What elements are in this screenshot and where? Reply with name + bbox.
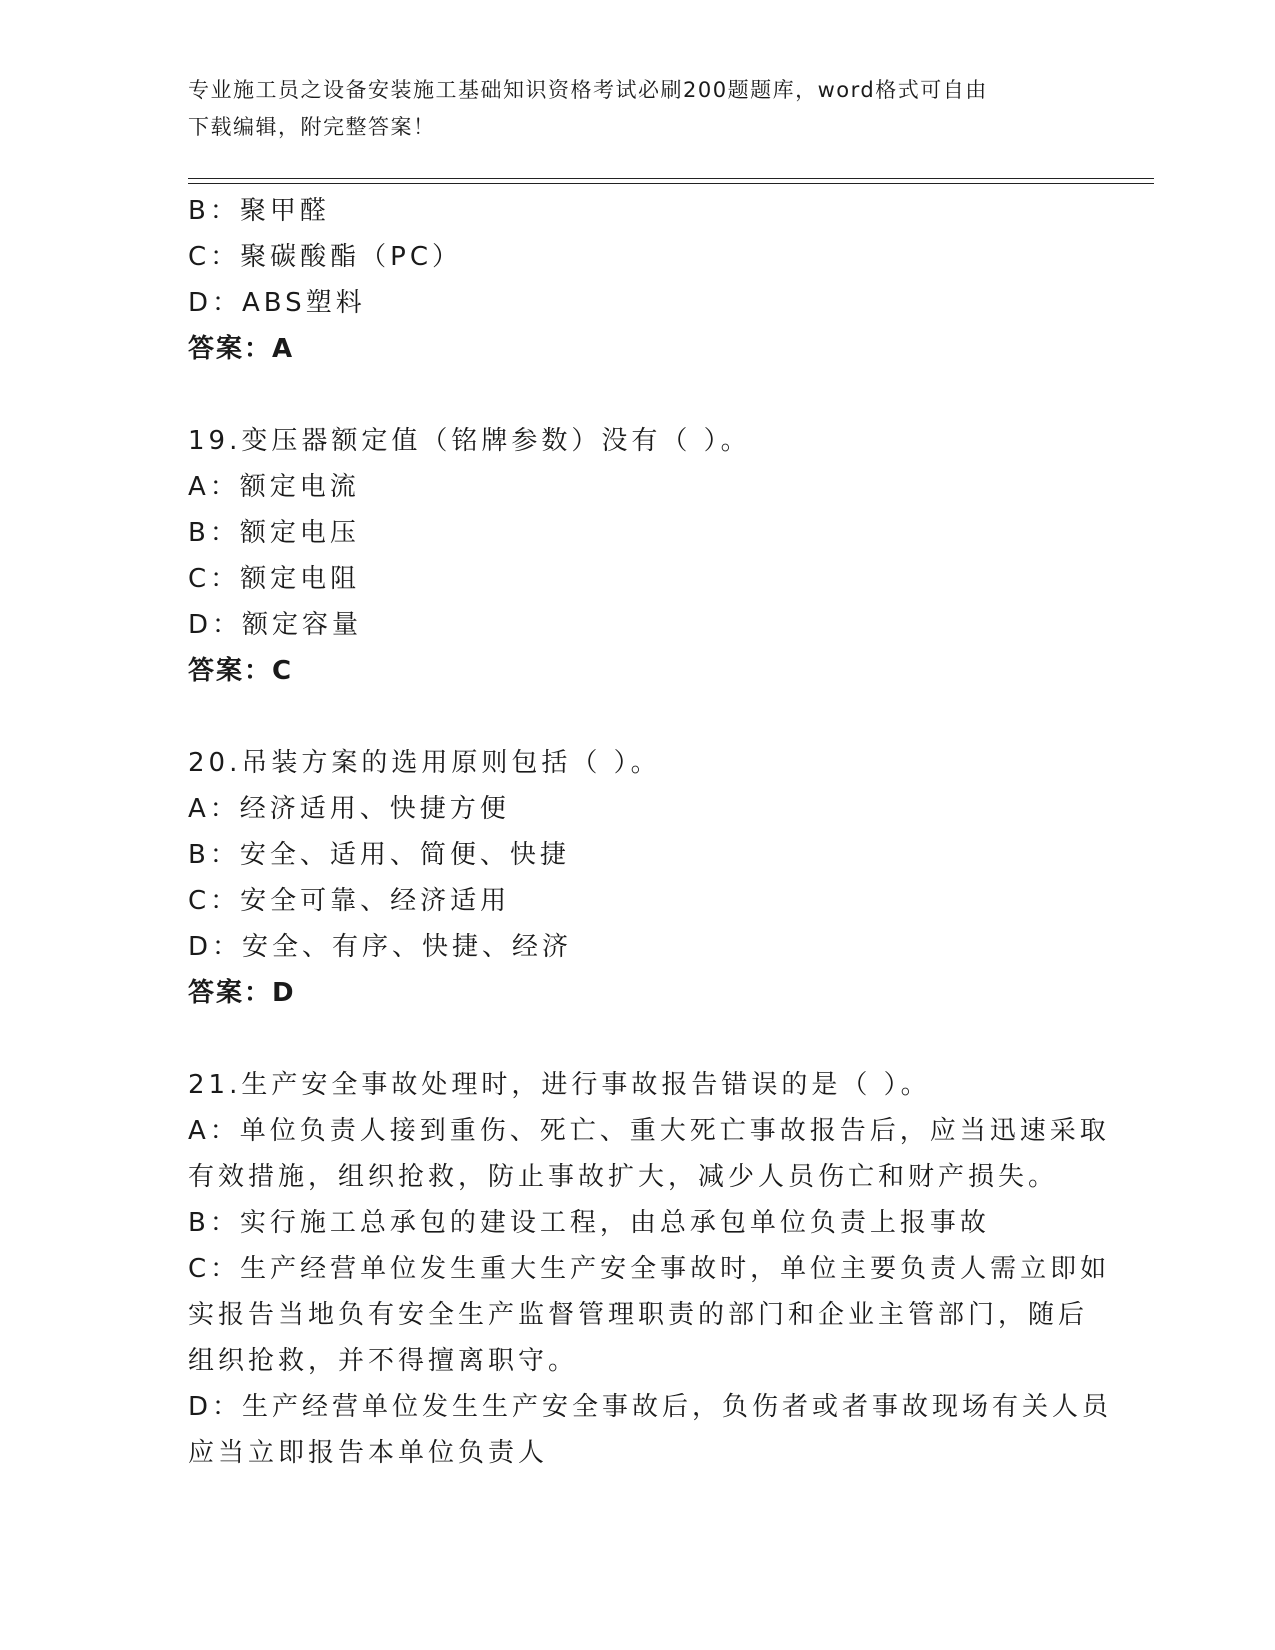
answer: 答案：C bbox=[188, 656, 294, 686]
option-d-line-1: D：生产经营单位发生生产安全事故后，负伤者或者事故现场有关人员 bbox=[188, 1392, 1113, 1422]
header-line-2: 下载编辑，附完整答案！ bbox=[188, 115, 436, 139]
option-c: C：安全可靠、经济适用 bbox=[188, 886, 511, 916]
answer: 答案：D bbox=[188, 978, 296, 1008]
option-a-line-2: 有效措施，组织抢救，防止事故扩大，减少人员伤亡和财产损失。 bbox=[188, 1162, 1059, 1192]
option-d: D：ABS塑料 bbox=[188, 288, 366, 318]
option-d-line-2: 应当立即报告本单位负责人 bbox=[188, 1438, 549, 1468]
option-d: D：安全、有序、快捷、经济 bbox=[188, 932, 573, 962]
question-list bbox=[188, 188, 1113, 1476]
option-b: B：额定电压 bbox=[188, 518, 360, 548]
question-spacer bbox=[188, 694, 1088, 740]
option-b: B：实行施工总承包的建设工程，由总承包单位负责上报事故 bbox=[188, 1208, 990, 1238]
option-a: A：额定电流 bbox=[188, 472, 360, 502]
answer: 答案：A bbox=[188, 334, 295, 364]
option-c: C：额定电阻 bbox=[188, 564, 361, 594]
option-c-line-1: C：生产经营单位发生重大生产安全事故时，单位主要负责人需立即如 bbox=[188, 1254, 1111, 1284]
header-divider-top bbox=[188, 178, 1154, 179]
option-a-line-1: A：单位负责人接到重伤、死亡、重大死亡事故报告后，应当迅速采取 bbox=[188, 1116, 1110, 1146]
question-18-continued bbox=[188, 188, 1088, 372]
option-c-line-2: 实报告当地负有安全生产监督管理职责的部门和企业主管部门，随后 bbox=[188, 1300, 1089, 1330]
question-stem: 21.生产安全事故处理时，进行事故报告错误的是（ ）。 bbox=[188, 1070, 931, 1100]
question-stem: 20.吊装方案的选用原则包括（ ）。 bbox=[188, 748, 661, 778]
question-stem: 19.变压器额定值（铭牌参数）没有（ ）。 bbox=[188, 426, 751, 456]
header-line-1: 专业施工员之设备安装施工基础知识资格考试必刷200题题库，word格式可自由 bbox=[188, 78, 988, 102]
question-spacer bbox=[188, 1016, 1088, 1062]
header-divider-bottom bbox=[188, 183, 1154, 184]
option-d: D：额定容量 bbox=[188, 610, 363, 640]
question-19 bbox=[188, 418, 1088, 694]
question-spacer bbox=[188, 372, 1088, 418]
option-b: B：安全、适用、简便、快捷 bbox=[188, 840, 570, 870]
question-21 bbox=[188, 1062, 1113, 1476]
option-c-line-3: 组织抢救，并不得擅离职守。 bbox=[188, 1346, 579, 1376]
option-c: C：聚碳酸酯（PC） bbox=[188, 242, 462, 272]
option-b: B：聚甲醛 bbox=[188, 196, 330, 226]
question-20 bbox=[188, 740, 1088, 1016]
document-header bbox=[188, 72, 1088, 146]
option-a: A：经济适用、快捷方便 bbox=[188, 794, 510, 824]
